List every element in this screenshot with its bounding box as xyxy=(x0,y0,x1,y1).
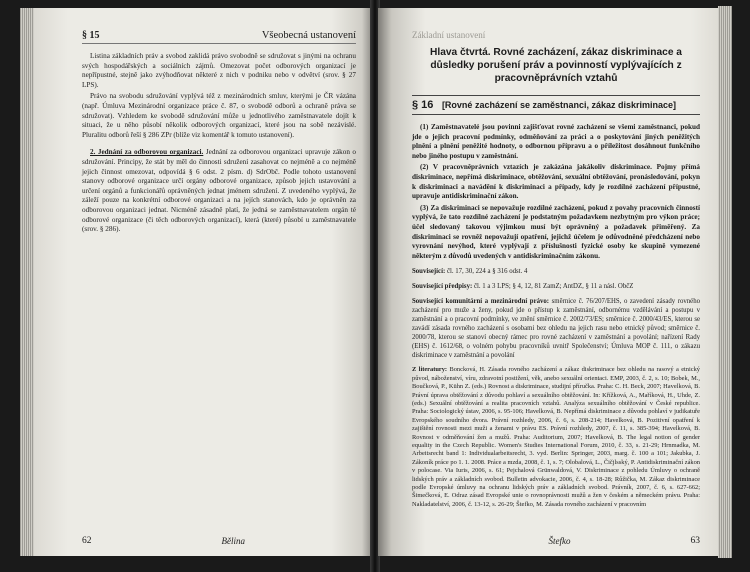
regs-label: Související předpisy: xyxy=(412,283,473,291)
section-title: [Rovné zacházení se zaměstnanci, zákaz diskriminace] xyxy=(441,100,677,110)
section-number: § 15 xyxy=(82,30,100,41)
statute-paragraph-3: (3) Za diskriminaci se nepovažuje rozdílné zacházení, pokud z povahy pracovních činností vyplývá, že tato rozdílné zacházení je podstatným požadavkem nezbytným pro výkon práce; účel sledovaný takovou výjimkou musí být oprávněný a požadavek přiměřený. Za diskriminaci se rovněž nepovažují opatření, jejichž účelem je odůvodněné předcházení nebo vyrovnání nevýhod, které vyplývají z příslušnosti fyzické osoby ke skupině vymezené některým z důvodů uvedených v antidiskriminačním zákonu. xyxy=(412,203,700,260)
related-provisions xyxy=(412,267,700,276)
related-label: Související: xyxy=(412,268,446,276)
left-page xyxy=(34,8,372,556)
literature xyxy=(412,366,700,509)
lit-label: Z literatury: xyxy=(412,366,448,374)
section-number: § 16 xyxy=(412,99,434,111)
page-edges-left xyxy=(20,8,34,556)
paragraph-1: Listina základních práv a svobod zaklidá právo svobodně se sdružovat s jinými na ochranu svých hospodářských a sociálních zájmů. Omezovat počet odborových organizací je nepřípustné, stejně jako zvýhodňovat některé z nich v podniku nebo v odvětví (srov. § 27 LPS). xyxy=(82,52,356,89)
paragraph-3-text: Jednání za odborovou organizaci upravuje zákon o sdružování. Principy, že stát by měl do činnosti sdružení zasahovat co nejméně a co nejméně jejich činnost omezovat, odpovídá § 6 odst. 2 písm. d) SdrObč. Podle tohoto ustanovení stanovy odborové organizace určí orgány odborové organizace, způsob jejich ustavování a určení orgánů a funkcionářů oprávněných jednat jménem sdružení. Z uvedeného vyplývá, že záleží pouze na konkrétní odborové organizaci a na jejích stanovách, kdo je oprávněn za odborovou organizaci jednat. Nicméně zásadně platí, že jedná se zaměstnavatelem orgán té odborové organizace (či těch odborových organizací), která (které) působí u zaměstnavatele (srov. § 286). xyxy=(82,148,357,234)
right-page xyxy=(378,8,718,556)
section-heading xyxy=(412,95,700,115)
paragraph-2: Právo na svobodu sdružování vyplývá též z mezinárodních smluv, kterými je ČR vázána (např. Úmluva Mezinárodní organizace práce č. 87, o svobodě odborů a ochraně práva se sdružovat). Vzhledem ke svobodě sdružování může u jednotlivého zaměstnavatele dojít k situaci, že u něho působí několik odborových organizací, které jsou na sobě nezávislé. Pluralitu odborů řeší § 286 ZPr (blíže viz komentář k tomuto ustanovení). xyxy=(82,92,356,139)
page-number: 62 xyxy=(82,536,92,546)
international-law xyxy=(412,297,700,360)
statute-paragraph-1: (1) Zaměstnavatelé jsou povinni zajišťovat rovné zacházení se všemi zaměstnanci, pokud jde o jejich pracovní podmínky, odměňování za práci a o poskytování jiných peněžitých plnění a plnění peněžité hodnoty, o odbornou přípravu a o příležitost dosáhnout funkčního nebo jiného postupu v zaměstnání. xyxy=(412,123,700,160)
regs-text: čl. 1 a 3 LPS; § 4, 12, 81 ZamZ; AntDZ, § 11 a násl. ObčZ xyxy=(473,283,634,291)
paragraph-3-heading: 2. Jednání za odborovou organizaci. xyxy=(90,148,204,157)
related-regulations xyxy=(412,282,700,291)
left-footer xyxy=(82,536,356,546)
lit-text: Boncková, H. Zásada rovného zacházení a zákaz diskriminace bez ohledu na rasový a etnický původ, náboženství, víru, zdravotní postižení, věk, anebo sexuální orientaci. EMP, 2003, č. 2, s. 10; Bobek, M., Boučková, P., Kühn Z. (eds.) Rovnost a diskriminace, studijní příručka. Praha: C. H. Beck, 2007; Havelková, B. Právní úprava obtěžování z důvodu pohlaví a sexuálního obtěžování. In: Křížková, A., Maříková, H., Uhde, Z. (eds.) Sexuální obtěžování a realita pracovních vztahů. Analýza sexuálního obtěžování v České republice. Praha: Sociologický ústav, 2006, s. 95-106; Havelková, B. Nepřímá diskriminace z důvodu pohlaví v judikatuře Evropského soudního dvora. Právní rozhledy, 2006, č. 6, s. 208-214; Havelková, B. Pozitivní opatření k zajištění rovnosti mezi muži a ženami v právu ES. Právní rozhledy, 2007, č. 11, s. 385-394; Havelková, B. Rovnost v odměňování žen a mužů. Praha: Auditorium, 2007; Havelková, B. The legal notion of gender equality in the Czech Republic. Women's Studies International Forum, 2010, č. 33, s. 21-29; Hrnmadka, M. Arbeitsrecht band 1: Individualarbeitsrecht, 3. vyd. Berlin: Springer, 2003, marg. č. 100 a 101; Jakubka, J. Zákoník práce po 1. 1. 2008. Práce a mzda, 2008, č. 1, s. 7; Olobalová, L., Čičjlsský, P. Antidiskriminační zákon v polocase. Via Iuris, 2006, s. 61; Pejchalová Grünwaldová, V. Diskriminace z pohledu Úmluvy o ochraně lidských práv a základních svobod. Bulletin advokacie, 2006, č. 4, s. 18-28; Růžička, M. Zákaz diskriminace podle Evropské úmluvy na ochranu lidských práv a základních svobod. Právník, 2007, č. 6, s. 627-662; Šimečková, E. Odraz zásad Evropské unie o rovnoprávnosti mužů a žen v českém a německém právu. Praha: Nakladatelství, 2006, č. 13-12, s. 26-29; Štefko, M. Zásada rovného zacházení v pracovním xyxy=(412,366,700,508)
page-number: 63 xyxy=(690,536,700,546)
right-running-header: Základní ustanovení xyxy=(412,30,486,40)
statute-paragraph-2: (2) V pracovněprávních vztazích je zakázána jakákoliv diskriminace. Pojmy přímá diskriminace, nepřímá diskriminace, obtěžování, sexuální obtěžování, pronásledování, pokyn k diskriminaci a navádění k diskriminaci a případy, kdy je rozdílné zacházení přípustné, upravuje antidiskriminační zákon. xyxy=(412,163,700,201)
running-title: Všeobecná ustanovení xyxy=(261,30,356,41)
intl-text: směrnice č. 76/207/EHS, o zavedení zásady rovného zacházení pro muže a ženy, pokud jde o přístup k zaměstnání, odbornému vzdělávání a postupu v zaměstnání a o pracovní podmínky, ve znění směrnice č. 2002/73/ES; směrnice č. 2000/43/ES, kterou se zavádí zásada rovného zacházení s osobami bez ohledu na jejich rasu nebo etnický původ; směrnice č. 2000/78, kterou se stanoví obecný rámec pro rovné zacházení v zaměstnání a povolání; nařízení Rady (EHS) č. 1612/68, o volném pohybu pracovníků uvnitř Společenství; Úmluva MOP č. 111, o zákazu diskriminace v zaměstnání a povolání xyxy=(412,298,700,360)
author-name: Bělina xyxy=(221,536,245,546)
author-name: Štefko xyxy=(548,536,571,546)
chapter-title: Hlava čtvrtá. Rovné zacházení, zákaz diskriminace a důsledky porušení práv a povinností vyplývajících z pracovněprávních vztahů xyxy=(430,47,682,84)
page-edges-right xyxy=(718,6,732,558)
intl-label: Související komunitární a mezinárodní právo: xyxy=(412,298,550,306)
right-footer xyxy=(412,536,700,546)
paragraph-3 xyxy=(82,148,356,234)
related-text: čl. 17, 30, 224 a § 316 odst. 4 xyxy=(446,268,528,276)
left-running-header xyxy=(82,30,356,44)
